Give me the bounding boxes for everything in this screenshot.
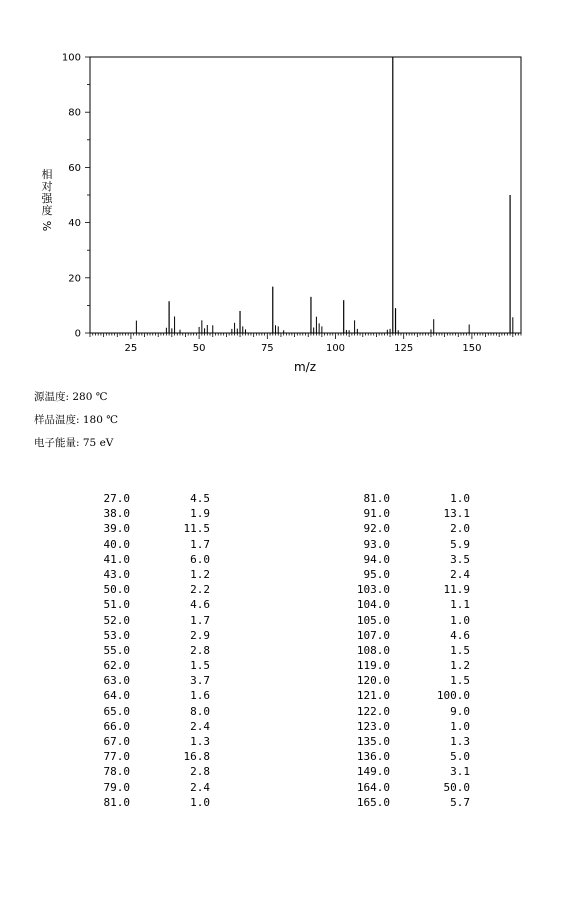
electron-energy: 电子能量: 75 eV [34, 437, 114, 449]
peak-mz: 78.0 [103, 765, 130, 779]
peak-abundance: 1.5 [450, 674, 470, 688]
peak-row [330, 613, 470, 628]
peak-row [70, 521, 210, 536]
peak-row [70, 613, 210, 628]
peak-mz: 135.0 [356, 735, 390, 748]
peak-mz: 64.0 [103, 689, 130, 703]
peak-mz: 53.0 [103, 628, 130, 642]
peak-row [70, 628, 210, 643]
peak-row [330, 537, 470, 552]
peak-row [330, 521, 470, 536]
y-tick-label: 60 [68, 162, 81, 174]
x-tick-label: 75 [260, 343, 274, 354]
peak-abundance: 1.2 [190, 567, 210, 581]
y-label-char: 相 [41, 168, 53, 181]
peak-abundance: 1.0 [450, 613, 470, 627]
x-tick-label: 125 [394, 343, 414, 354]
peak-mz: 63.0 [103, 674, 130, 688]
peak-abundance: 5.9 [450, 537, 470, 551]
peak-mz: 164.0 [356, 780, 390, 794]
peak-abundance: 1.3 [450, 735, 470, 748]
x-axis-label: m/z [293, 360, 317, 374]
peak-row [330, 704, 470, 719]
peak-row [330, 734, 470, 749]
x-tick-label: 50 [192, 343, 206, 354]
x-tick-label: 150 [462, 343, 482, 354]
peak-abundance: 2.4 [450, 567, 470, 581]
peak-row [330, 719, 470, 734]
peak-abundance: 5.0 [450, 750, 470, 764]
peak-row [330, 780, 470, 795]
peak-mz: 108.0 [356, 643, 390, 657]
peak-abundance: 9.0 [450, 704, 470, 718]
peak-mz: 165.0 [356, 795, 390, 809]
peak-mz: 103.0 [356, 583, 390, 597]
peak-row [330, 567, 470, 582]
peak-abundance: 4.6 [450, 628, 470, 642]
peak-row [330, 673, 470, 688]
peak-row [70, 749, 210, 764]
peak-mz: 66.0 [103, 719, 130, 733]
peak-mz: 94.0 [363, 552, 390, 566]
peak-mz: 81.0 [103, 795, 130, 809]
peak-abundance: 11.5 [183, 522, 210, 536]
peak-abundance: 1.5 [450, 643, 470, 657]
peak-mz: 122.0 [356, 704, 390, 718]
peak-mz: 38.0 [103, 507, 130, 521]
peak-abundance: 3.1 [450, 765, 470, 779]
peak-row [330, 764, 470, 779]
peak-row [70, 537, 210, 552]
peak-mz: 81.0 [363, 492, 390, 505]
chart-axes [90, 57, 521, 333]
peak-row [70, 491, 210, 506]
peak-row [70, 567, 210, 582]
peak-abundance: 4.5 [190, 492, 210, 505]
peak-row [330, 597, 470, 612]
source-temperature: 源温度: 280 ℃ [34, 391, 108, 403]
peak-abundance: 1.1 [450, 598, 470, 612]
peak-abundance: 2.4 [190, 780, 210, 794]
peak-abundance: 2.8 [190, 643, 210, 657]
peak-table-right [330, 491, 470, 810]
peak-row [70, 582, 210, 597]
y-label-char: 度 [41, 204, 53, 217]
peak-mz: 77.0 [103, 750, 130, 764]
peak-abundance: 1.3 [190, 735, 210, 748]
x-tick-label: 100 [325, 343, 346, 354]
peak-mz: 27.0 [103, 492, 130, 505]
peak-row [70, 673, 210, 688]
peak-abundance: 2.9 [190, 628, 210, 642]
y-tick-label: 80 [68, 107, 81, 119]
peak-mz: 92.0 [363, 522, 390, 536]
peak-row [330, 506, 470, 521]
peak-row [70, 719, 210, 734]
peak-row [330, 552, 470, 567]
peak-abundance: 2.0 [450, 522, 470, 536]
peak-abundance: 2.4 [190, 719, 210, 733]
peak-row [330, 582, 470, 597]
peak-mz: 55.0 [103, 643, 130, 657]
peak-mz: 105.0 [356, 613, 390, 627]
peak-abundance: 1.6 [190, 689, 210, 703]
peak-abundance: 1.7 [190, 613, 210, 627]
peak-abundance: 4.6 [190, 598, 210, 612]
y-label-char: 对 [41, 180, 53, 193]
peak-mz: 43.0 [103, 567, 130, 581]
peak-mz: 91.0 [363, 507, 390, 521]
peak-mz: 149.0 [356, 765, 390, 779]
chart-ticks [62, 53, 521, 355]
peak-mz: 119.0 [356, 659, 390, 673]
peak-abundance: 1.0 [450, 719, 470, 733]
peak-mz: 41.0 [103, 552, 130, 566]
peak-row [330, 749, 470, 764]
peak-abundance: 3.5 [450, 552, 470, 566]
peak-abundance: 13.1 [443, 507, 470, 521]
peak-abundance: 11.9 [443, 583, 470, 597]
peak-abundance: 2.8 [190, 765, 210, 779]
peak-mz: 50.0 [103, 583, 130, 597]
y-label-percent: % [40, 220, 53, 232]
peak-row [330, 795, 470, 810]
sample-temperature: 样品温度: 180 ℃ [34, 414, 118, 426]
peak-row [330, 628, 470, 643]
peak-mz: 107.0 [356, 628, 390, 642]
peak-abundance: 1.2 [450, 659, 470, 673]
peak-mz: 40.0 [103, 537, 130, 551]
peak-abundance: 50.0 [443, 780, 470, 794]
peak-row [70, 658, 210, 673]
peak-row [70, 597, 210, 612]
x-tick-label: 25 [124, 343, 138, 354]
y-label-char: 强 [41, 192, 53, 205]
peak-row [70, 704, 210, 719]
peak-abundance: 6.0 [190, 552, 210, 566]
peak-mz: 39.0 [103, 522, 130, 536]
peak-mz: 65.0 [103, 704, 130, 718]
peak-row [330, 643, 470, 658]
peak-row [70, 764, 210, 779]
peak-mz: 79.0 [103, 780, 130, 794]
peak-mz: 93.0 [363, 537, 390, 551]
peak-abundance: 3.7 [190, 674, 210, 688]
peak-abundance: 16.8 [183, 750, 210, 764]
peak-mz: 104.0 [356, 598, 390, 612]
peak-row [70, 688, 210, 703]
peak-mz: 67.0 [103, 735, 130, 748]
peak-mz: 123.0 [356, 719, 390, 733]
peak-abundance: 1.0 [450, 492, 470, 505]
peak-abundance: 1.9 [190, 507, 210, 521]
peak-abundance: 1.7 [190, 537, 210, 551]
y-tick-label: 40 [68, 218, 81, 230]
peak-abundance: 5.7 [450, 795, 470, 809]
peak-row [70, 795, 210, 810]
peak-mz: 62.0 [103, 659, 130, 673]
peak-abundance: 2.2 [190, 583, 210, 597]
y-tick-label: 100 [61, 52, 81, 64]
chart-bars [136, 57, 512, 333]
peak-mz: 52.0 [103, 613, 130, 627]
peak-abundance: 100.0 [436, 689, 470, 703]
peak-mz: 95.0 [363, 567, 390, 581]
peak-table-left [70, 491, 210, 810]
peak-abundance: 8.0 [190, 704, 210, 718]
peak-mz: 120.0 [356, 674, 390, 688]
y-axis-label [40, 167, 54, 231]
peak-row [330, 491, 470, 506]
y-tick-label: 0 [74, 328, 81, 340]
peak-abundance: 1.0 [190, 795, 210, 809]
peak-row [70, 643, 210, 658]
peak-row [70, 506, 210, 521]
peak-abundance: 1.5 [190, 659, 210, 673]
peak-row [330, 658, 470, 673]
y-tick-label: 20 [68, 273, 81, 285]
peak-row [70, 734, 210, 749]
peak-row [330, 688, 470, 703]
mass-spectrum-chart [0, 0, 570, 380]
peak-row [70, 552, 210, 567]
peak-mz: 136.0 [356, 750, 390, 764]
plot-frame [90, 57, 521, 333]
peak-row [70, 780, 210, 795]
peak-mz: 121.0 [356, 689, 390, 703]
peak-mz: 51.0 [103, 598, 130, 612]
